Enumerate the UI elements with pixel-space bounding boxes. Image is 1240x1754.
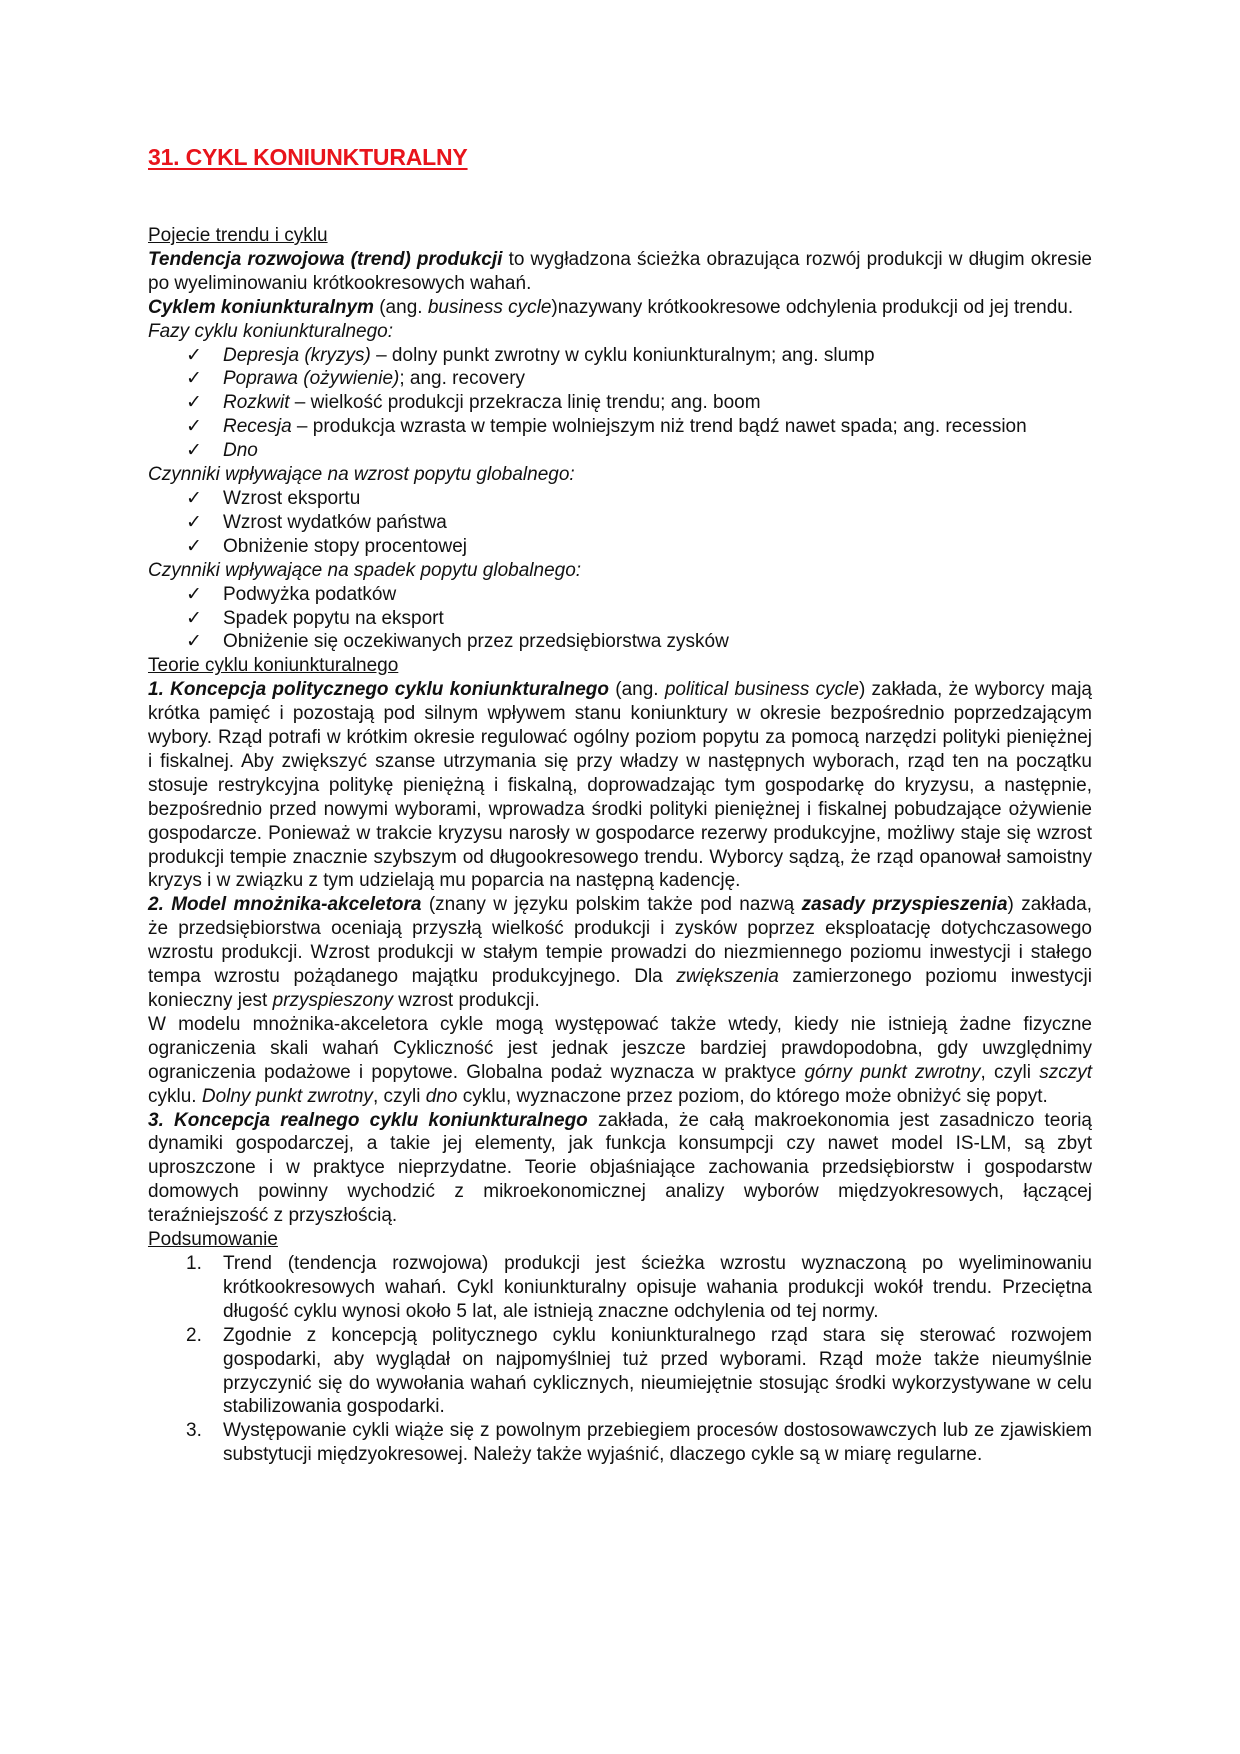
check-icon: ✓: [186, 631, 202, 653]
list-item: [186, 344, 1092, 368]
phase-term: Depresja (kryzys): [223, 344, 371, 366]
check-icon: ✓: [186, 583, 202, 605]
decline-factors-list: [148, 583, 1092, 655]
summary-list: [148, 1252, 1092, 1467]
growth-factors-heading: Czynniki wpływające na wzrost popytu globalnego:: [148, 464, 575, 486]
theory-2-continued: [148, 1013, 1092, 1109]
phase-desc: ; ang. recovery: [399, 368, 526, 390]
theory-2-em1: zwiększenia: [676, 966, 779, 988]
theory-3-title: 3. Koncepcja realnego cyklu koniunkturalnego: [148, 1109, 588, 1131]
check-icon: ✓: [186, 368, 202, 390]
factor-text: Wzrost eksportu: [223, 487, 361, 509]
list-item: [186, 415, 1092, 439]
theory-2-pre: (znany w języku polskim także pod nazwą: [421, 894, 802, 916]
t2b-body4: , czyli: [372, 1085, 426, 1107]
decline-factors-heading: Czynniki wpływające na spadek popytu globalnego:: [148, 559, 582, 581]
check-icon: ✓: [186, 487, 202, 509]
factor-text: Spadek popytu na eksport: [223, 607, 444, 629]
item-number: 3.: [186, 1420, 202, 1442]
list-item: [186, 1324, 1092, 1420]
cycle-text: )nazywany krótkookresowe odchylenia produkcji od jej trendu.: [551, 296, 1074, 318]
trend-definition: [148, 248, 1092, 296]
t2b-body1: W modelu mnożnika-akceletora cykle mogą występować także wtedy, kiedy nie istnieją żadne fizyczne ograniczenia skali wahań Cykliczność jest jednak jeszcze bardziej prawdopodobna, gdy uwzględnimy ograniczenia podażowe i popytowe. Globalna podaż wyznacza w praktyce: [148, 1013, 1092, 1083]
theory-2-body2: zamierzonego poziomu inwestycji konieczny jest: [148, 966, 1092, 1011]
phase-desc: – wielkość produkcji przekracza linię trendu; ang. boom: [289, 392, 761, 414]
cycle-definition: [148, 296, 1092, 320]
factor-text: Obniżenie stopy procentowej: [223, 535, 467, 557]
theory-1: [148, 678, 1092, 893]
phase-desc: – dolny punkt zwrotny w cyklu koniunkturalnym; ang. slump: [370, 344, 875, 366]
t2b-em2: szczyt: [1039, 1061, 1093, 1083]
list-item: [186, 487, 1092, 511]
phase-term: Dno: [223, 440, 258, 462]
growth-factors-list: [148, 487, 1092, 559]
check-icon: ✓: [186, 511, 202, 533]
theory-1-en: political business cycle: [664, 679, 859, 701]
list-item: [186, 511, 1092, 535]
document-body: [148, 224, 1092, 1467]
phases-list: [148, 344, 1092, 464]
theory-2-alt: zasady przyspieszenia: [801, 894, 1008, 916]
page-title: 31. CYKL KONIUNKTURALNY: [148, 144, 468, 170]
item-text: Trend (tendencja rozwojowa) produkcji jest ścieżka wzrostu wyznaczoną po wyeliminowaniu krótkookresowych wahań. Cykl koniunkturalny opisuje wahania produkcji wokół trendu. Przeciętna długość cyklu wynosi około 5 lat, ale istnieją znaczne odchylenia od tej normy.: [223, 1252, 1092, 1322]
list-item: [186, 391, 1092, 415]
phase-term: Recesja: [223, 416, 292, 438]
t2b-em1: górny punkt zwrotny: [804, 1061, 981, 1083]
cycle-term: Cyklem koniunkturalnym: [148, 296, 374, 318]
item-text: Występowanie cykli wiąże się z powolnym przebiegiem procesów dostosowawczych lub ze zjawiskiem substytucji międzyokresowej. Należy także wyjaśnić, dlaczego cykle są w miarę regularne.: [223, 1420, 1092, 1466]
list-item: [186, 607, 1092, 631]
theory-2: [148, 893, 1092, 1013]
cycle-pre: (ang.: [373, 296, 428, 318]
item-number: 1.: [186, 1252, 202, 1274]
t2b-em4: dno: [425, 1085, 458, 1107]
cycle-en: business cycle: [427, 296, 552, 318]
check-icon: ✓: [186, 607, 202, 629]
factor-text: Obniżenie się oczekiwanych przez przedsiębiorstwa zysków: [223, 631, 729, 653]
theory-2-body1: ) zakłada, że przedsiębiorstwa oceniają przyszłą wielkość produkcji i zysków poprzez eksploatację dotychczasowego wzrostu produkcji. Wzrost produkcji w stałym tempie prowadzi do niezmiennego poziomu inwestycji i stałego tempa wzrostu pożądanego majątku produkcyjnego. Dla: [148, 894, 1093, 988]
t2b-body5: cyklu, wyznaczone przez poziom, do którego może obniżyć się popyt.: [457, 1085, 1048, 1107]
theory-3-body: zakłada, że całą makroekonomia jest zasadniczo teorią dynamiki gospodarczej, a takie jej elementy, jak funkcja konsumpcji czy nawet model IS-LM, są zbyt uproszczone i w praktyce nieprzydatne. Teorie objaśniające zachowania przedsiębiorstw i gospodarstw domowych powinny wychodzić z mikroekonomicznej analizy wyborów międzyokresowych, łączącej teraźniejszość z przyszłością.: [148, 1109, 1093, 1227]
factor-text: Wzrost wydatków państwa: [223, 511, 447, 533]
check-icon: ✓: [186, 440, 202, 462]
theory-1-pre: (ang.: [609, 679, 665, 701]
trend-text: to wygładzona ścieżka obrazująca rozwój produkcji w długim okresie po wyeliminowaniu krótkookresowych wahań.: [148, 248, 1092, 294]
list-item: [186, 1252, 1092, 1324]
t2b-body3: cyklu.: [148, 1085, 202, 1107]
section-heading-theories: Teorie cyklu koniunkturalnego: [148, 655, 399, 677]
check-icon: ✓: [186, 344, 202, 366]
theory-1-body: ) zakłada, że wyborcy mają krótka pamięć i pozostają pod silnym wpływem stanu koniunktury w okresie bezpośrednio poprzedzającym wybory. Rząd potrafi w krótkim okresie regulować ogólny poziom popytu za pomocą narzędzi polityki pieniężnej i fiskalnej. Aby zwiększyć szanse utrzymania się przy władzy w następnych wyborach, rząd ten na początku stosuje restrykcyjna politykę pieniężną i fiskalną, doprowadzając tym gospodarkę do kryzysu, a następnie, bezpośrednio przed nowymi wyborami, wprowadza środki polityki pieniężnej i fiskalnej pobudzające ożywienie gospodarcze. Ponieważ w trakcie kryzysu narosły w gospodarce rezerwy produkcyjne, możliwy staje się wzrost produkcji tempie znacznie szybszym od długookresowego trendu. Wyborcy sądzą, że rząd opanował samoistny kryzys i w związku z tym udzielają mu poparcia na następną kadencję.: [148, 679, 1092, 892]
theory-3: [148, 1109, 1092, 1229]
phases-heading: Fazy cyklu koniunkturalnego:: [148, 320, 394, 342]
trend-term: Tendencja rozwojowa (trend) produkcji: [148, 248, 503, 270]
section-heading-summary: Podsumowanie: [148, 1229, 278, 1251]
list-item: [186, 367, 1092, 391]
check-icon: ✓: [186, 416, 202, 438]
theory-2-body3: wzrost produkcji.: [393, 990, 540, 1011]
phase-term: Poprawa (ożywienie): [223, 368, 400, 390]
phase-desc: – produkcja wzrasta w tempie wolniejszym niż trend bądź nawet spada; ang. recession: [291, 416, 1027, 438]
section-heading-trend: Pojecie trendu i cyklu: [148, 225, 328, 246]
theory-2-em2: przyspieszony: [272, 990, 394, 1011]
check-icon: ✓: [186, 535, 202, 557]
t2b-body2: , czyli: [980, 1061, 1040, 1083]
item-number: 2.: [186, 1324, 202, 1346]
item-text: Zgodnie z koncepcją politycznego cyklu koniunkturalnego rząd stara się sterować rozwojem gospodarki, aby wyglądał on najpomyślniej tuż przed wyborami. Rząd może także nieumyślnie przyczynić się do wywołania wahań cyklicznych, nieumiejętnie stosując środki wykorzystywane w celu stabilizowania gospodarki.: [223, 1324, 1092, 1418]
theory-2-title: 2. Model mnożnika-akceletora: [148, 894, 422, 916]
factor-text: Podwyżka podatków: [223, 583, 397, 605]
phase-term: Rozkwit: [223, 392, 290, 414]
list-item: [186, 1419, 1092, 1467]
list-item: [186, 535, 1092, 559]
list-item: [186, 439, 1092, 463]
check-icon: ✓: [186, 392, 202, 414]
list-item: [186, 583, 1092, 607]
theory-1-title: 1. Koncepcja politycznego cyklu koniunkturalnego: [148, 679, 610, 701]
t2b-em3: Dolny punkt zwrotny: [201, 1085, 373, 1107]
list-item: [186, 630, 1092, 654]
